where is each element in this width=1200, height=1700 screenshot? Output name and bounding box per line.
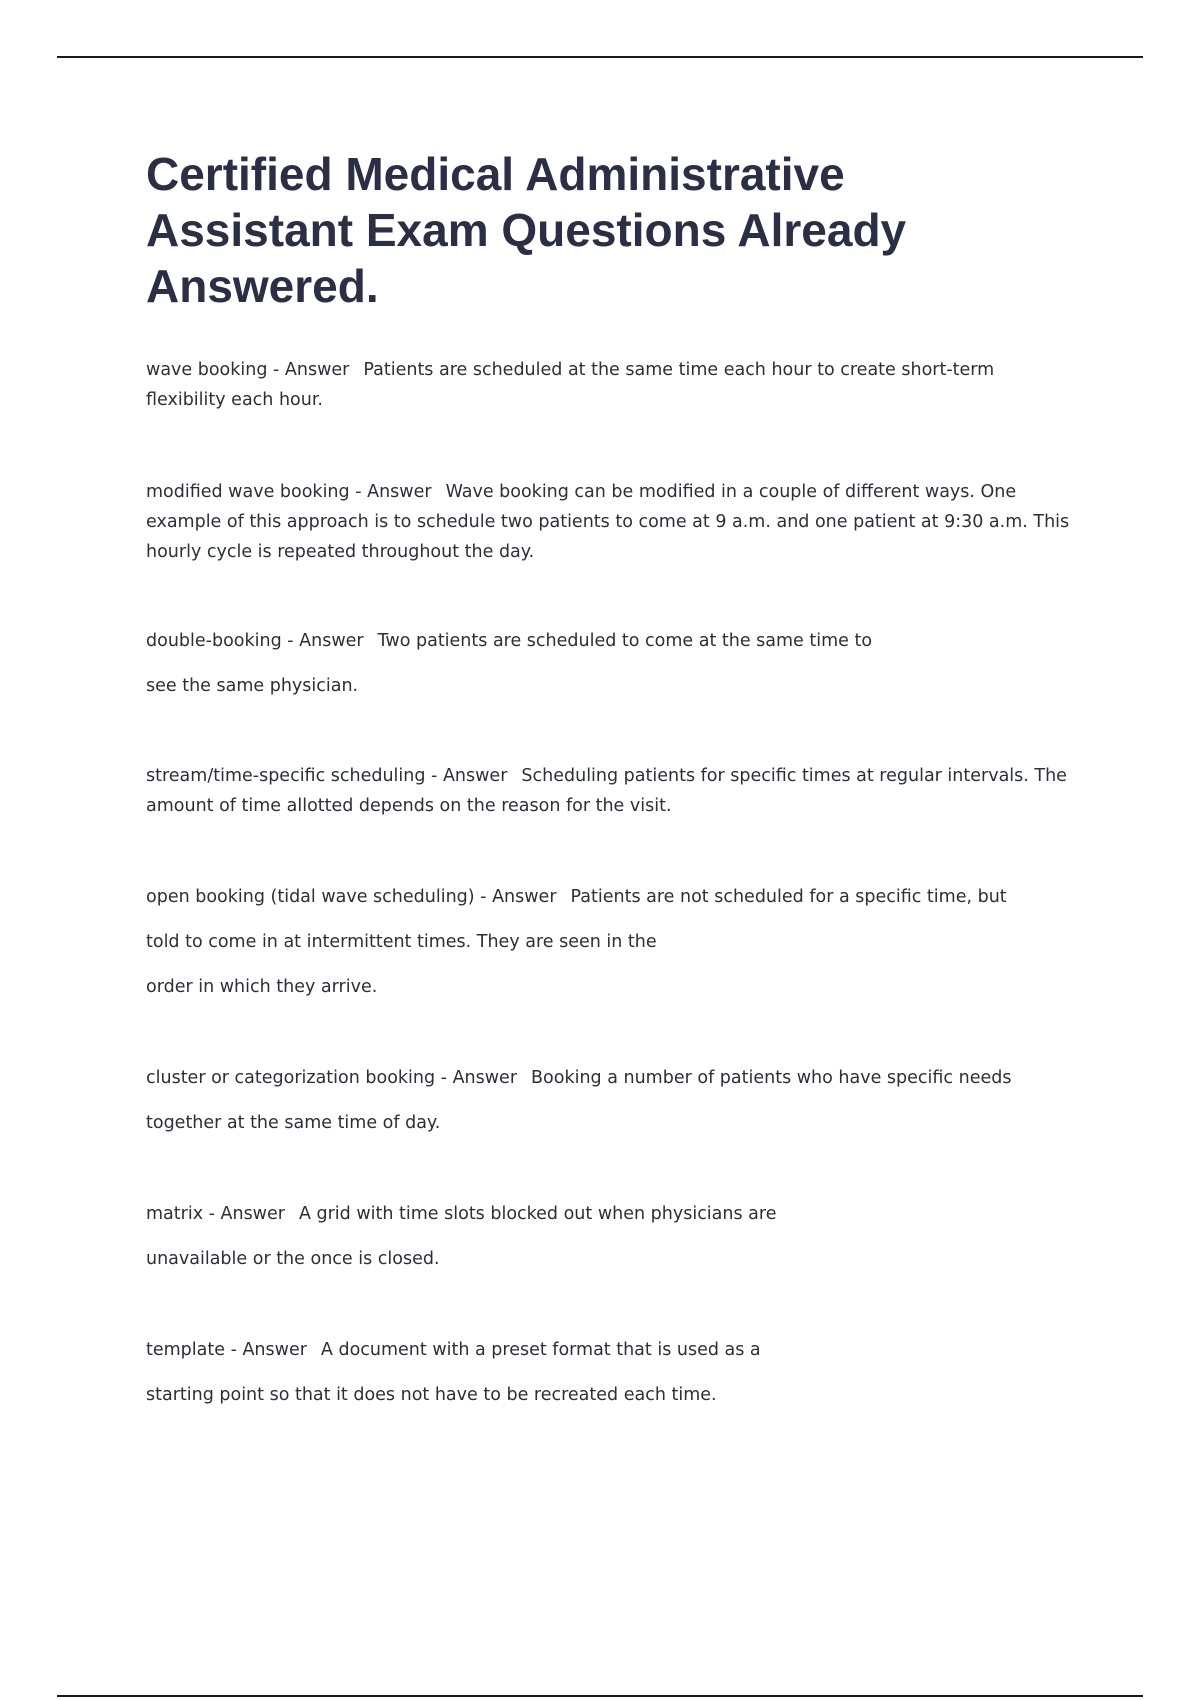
entry-answer-line: flexibility each hour. (146, 390, 323, 410)
entry-answer-line: Scheduling patients for specific times at regular intervals. The (521, 766, 1067, 786)
entry-answer-line: Wave booking can be modified in a couple of different ways. One (445, 482, 1017, 502)
entry-term: open booking (tidal wave scheduling) - (146, 887, 492, 907)
entry-answer-line: hourly cycle is repeated throughout the day. (146, 542, 535, 562)
answer-label: Answer (220, 1204, 285, 1224)
entry-term: modified wave booking - (146, 482, 367, 502)
entry-term: stream/time-specific scheduling - (146, 766, 443, 786)
entry-first-line (146, 1328, 1096, 1373)
entry-answer-line: example of this approach is to schedule two patients to come at 9 a.m. and one patient at 9:30 a.m. This (146, 512, 1070, 532)
bottom-rule (57, 1695, 1143, 1697)
entry-first-line (146, 875, 1096, 920)
entry-answer-line: see the same physician. (146, 676, 359, 696)
entry-answer-line: Patients are scheduled at the same time each hour to create short-term (363, 360, 995, 380)
entry-answer-line: A document with a preset format that is used as a (320, 1340, 761, 1360)
entry-answer-line: told to come in at intermittent times. They are seen in the (146, 932, 657, 952)
entry-first-line (146, 1192, 1096, 1237)
entry-answer-line: starting point so that it does not have to be recreated each time. (146, 1385, 717, 1405)
answer-label: Answer (452, 1068, 518, 1088)
entry-term: matrix - (146, 1204, 221, 1224)
entry-answer-line: A grid with time slots blocked out when physicians are (298, 1204, 777, 1224)
entry-first-line (146, 477, 1096, 507)
answer-label: Answer (492, 887, 557, 907)
qa-entry-modified-wave-booking (146, 477, 1096, 567)
entry-answer-line: unavailable or the once is closed. (146, 1249, 440, 1269)
entry-answer-line: Booking a number of patients who have specific needs (531, 1068, 1012, 1088)
entry-term: double-booking - (146, 631, 299, 651)
entry-answer-line: order in which they arrive. (146, 977, 378, 997)
entry-first-line (146, 355, 1096, 385)
answer-label: Answer (284, 360, 350, 380)
answer-label: Answer (367, 482, 432, 502)
entry-first-line (146, 761, 1096, 791)
qa-entry-cluster-booking (146, 1056, 1096, 1146)
qa-entry-matrix (146, 1192, 1096, 1282)
entry-answer-line: Two patients are scheduled to come at the same time to (377, 631, 873, 651)
entry-term: cluster or categorization booking - (146, 1068, 453, 1088)
entry-term: template - (146, 1340, 242, 1360)
qa-entry-template (146, 1328, 1096, 1418)
qa-entry-wave-booking (146, 355, 1096, 415)
qa-entry-double-booking (146, 619, 1096, 709)
qa-entry-open-booking (146, 875, 1096, 1010)
answer-label: Answer (442, 766, 508, 786)
entry-first-line (146, 619, 1096, 664)
entry-term: wave booking - (146, 360, 285, 380)
answer-label: Answer (299, 631, 364, 651)
qa-entry-stream-scheduling (146, 761, 1096, 821)
entry-answer-line: Patients are not scheduled for a specific time, but (570, 887, 1007, 907)
entry-first-line (146, 1056, 1096, 1101)
document-title: Certified Medical Administrative Assistant Exam Questions Already Answered. (146, 148, 907, 312)
entry-answer-line: amount of time allotted depends on the reason for the visit. (146, 796, 672, 816)
top-rule (57, 56, 1143, 58)
answer-label: Answer (242, 1340, 307, 1360)
entry-answer-line: together at the same time of day. (146, 1113, 441, 1133)
